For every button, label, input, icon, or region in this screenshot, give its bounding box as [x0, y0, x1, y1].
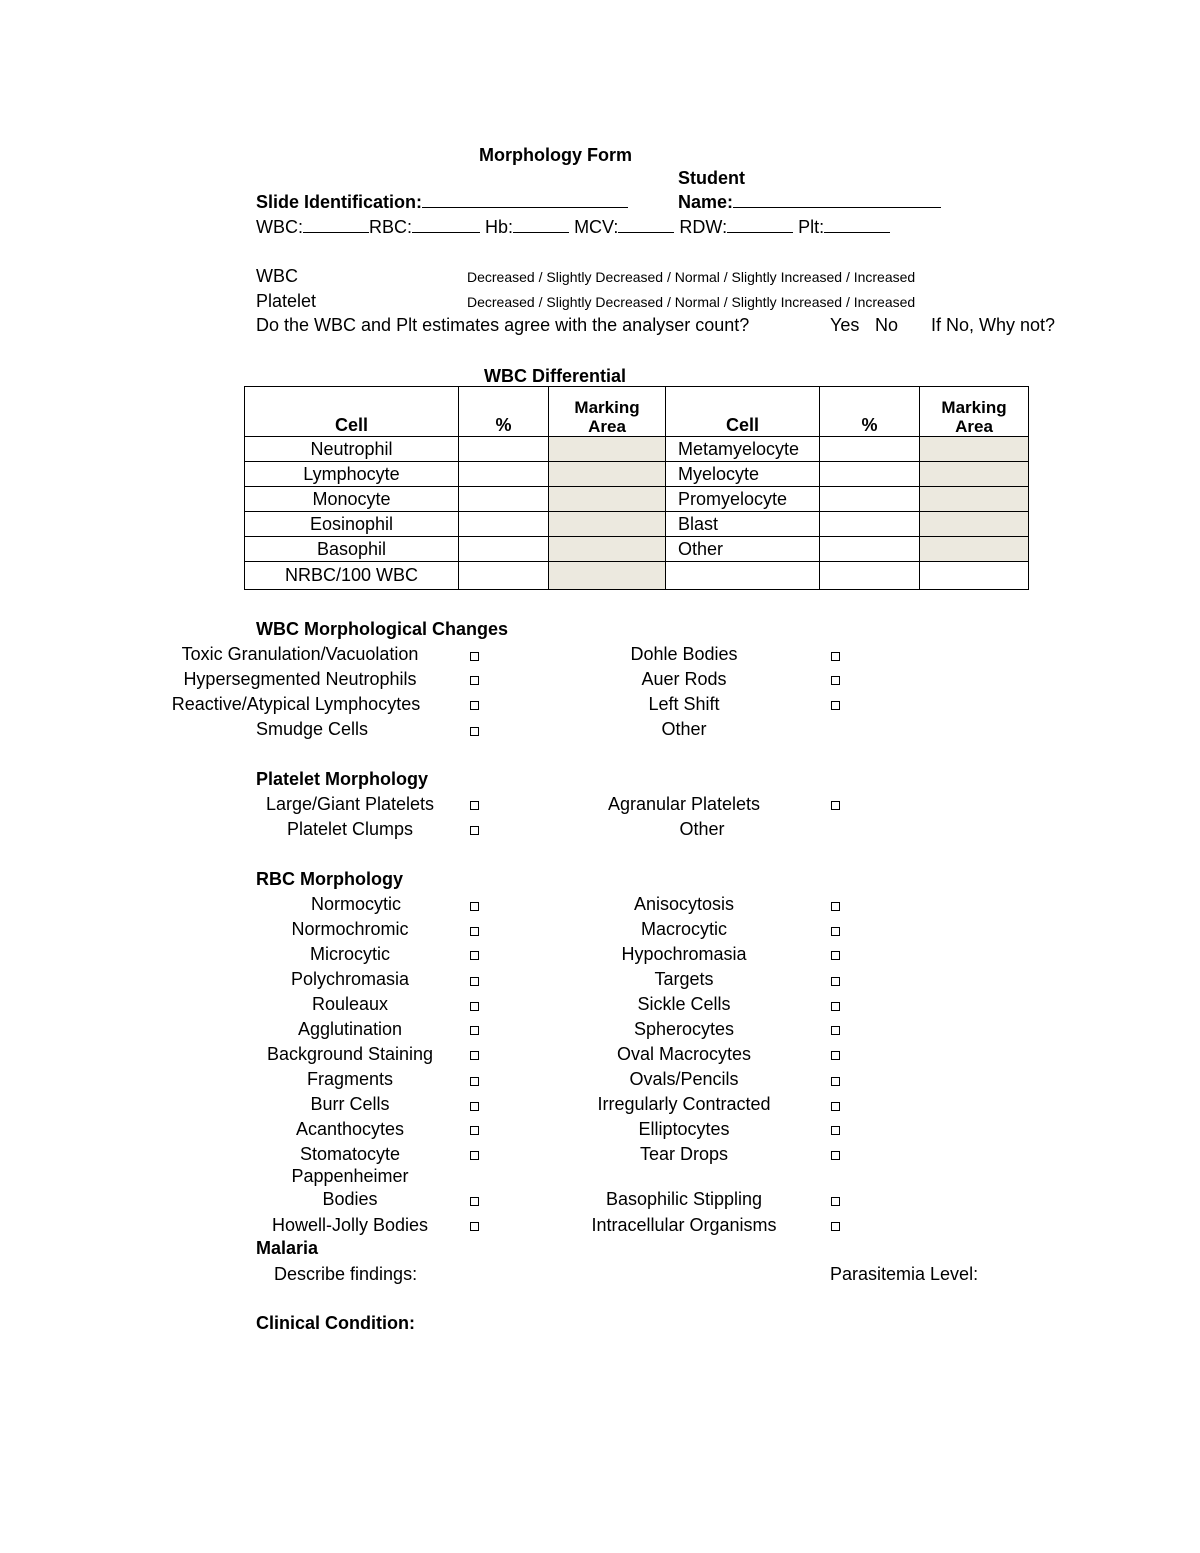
percent-input[interactable] [820, 462, 920, 487]
header-marking-left [549, 387, 666, 437]
differential-header-row [245, 387, 1029, 437]
checkbox[interactable] [470, 652, 479, 661]
cell-name: Basophil [245, 537, 459, 562]
rbc-morph-label: Agglutination [297, 1019, 403, 1039]
cell-name: Neutrophil [245, 437, 459, 462]
marking-area [549, 437, 666, 462]
why-not-label: If No, Why not? [931, 315, 1056, 335]
rbc-morph-label: Basophilic Stippling [605, 1189, 763, 1209]
checkbox[interactable] [831, 652, 840, 661]
platelet-morph-title: Platelet Morphology [256, 769, 429, 789]
rbc-morph-label: Elliptocytes [638, 1119, 730, 1139]
wbc-change-label: Toxic Granulation/Vacuolation [181, 644, 419, 664]
rdw-field[interactable] [727, 215, 793, 233]
hb-label: Hb: [485, 217, 514, 237]
checkbox[interactable] [831, 801, 840, 810]
agree-yes[interactable]: Yes [830, 315, 860, 335]
checkbox[interactable] [831, 1051, 840, 1060]
checkbox[interactable] [831, 1197, 840, 1206]
wbc-count-label: WBC: [256, 217, 303, 237]
rdw-label: RDW: [679, 217, 728, 237]
rbc-morph-label: Howell-Jolly Bodies [271, 1215, 429, 1235]
agree-no[interactable]: No [875, 315, 899, 335]
wbc-change-label: Auer Rods [641, 669, 727, 689]
percent-input[interactable] [459, 437, 549, 462]
cell-name: Promyelocyte [666, 487, 820, 512]
marking-area [549, 512, 666, 537]
rbc-morph-label: Normochromic [291, 919, 409, 939]
platelet-morph-label: Platelet Clumps [286, 819, 414, 839]
header-percent-right: % [820, 387, 920, 437]
cell-name: Blast [666, 512, 820, 537]
marking-area [920, 462, 1029, 487]
marking-area [920, 487, 1029, 512]
table-row [245, 437, 1029, 462]
percent-input[interactable] [459, 562, 549, 590]
cell-name: Monocyte [245, 487, 459, 512]
percent-input[interactable] [820, 487, 920, 512]
rbc-morph-label: Macrocytic [640, 919, 727, 939]
wbc-estimate-label: WBC [256, 266, 298, 286]
clinical-condition-label: Clinical Condition: [256, 1313, 415, 1333]
student-label: Student [678, 168, 745, 188]
percent-input[interactable] [459, 512, 549, 537]
header-cell-right: Cell [666, 387, 820, 437]
checkbox[interactable] [470, 951, 479, 960]
marking-area [549, 462, 666, 487]
rbc-morph-label: Pappenheimer [291, 1166, 409, 1186]
table-row [245, 462, 1029, 487]
wbc-change-label: Reactive/Atypical Lymphocytes [171, 694, 421, 714]
student-name-text: Name: [678, 192, 734, 212]
checkbox[interactable] [470, 727, 479, 736]
slide-id-text: Slide Identification: [256, 192, 423, 212]
wbc-change-label: Dohle Bodies [630, 644, 738, 664]
slide-id-label [256, 190, 628, 212]
percent-input[interactable] [459, 487, 549, 512]
agree-question: Do the WBC and Plt estimates agree with the analyser count? [256, 315, 750, 335]
checkbox[interactable] [831, 1026, 840, 1035]
marking-label-2: Area [588, 417, 626, 436]
student-name [678, 190, 941, 212]
rbc-morph-label: Normocytic [310, 894, 401, 914]
checkbox[interactable] [470, 676, 479, 685]
rbc-morph-label: Acanthocytes [295, 1119, 405, 1139]
hb-field[interactable] [513, 215, 569, 233]
platelet-morph-label: Agranular Platelets [607, 794, 761, 814]
checkbox[interactable] [831, 977, 840, 986]
platelet-estimate-scale[interactable]: Decreased / Slightly Decreased / Normal / Slightly Increased / Increased [467, 294, 916, 310]
percent-input[interactable] [820, 512, 920, 537]
marking-area [920, 512, 1029, 537]
rbc-morph-label: Oval Macrocytes [616, 1044, 752, 1064]
rbc-morph-label: Fragments [306, 1069, 394, 1089]
rbc-morph-label: Microcytic [310, 944, 390, 964]
checkbox[interactable] [831, 1077, 840, 1086]
marking-label-2: Area [955, 417, 993, 436]
checkbox[interactable] [831, 927, 840, 936]
rbc-morph-label: Background Staining [266, 1044, 434, 1064]
header-percent-left: % [459, 387, 549, 437]
marking-area [920, 562, 1029, 590]
rbc-morph-label: Intracellular Organisms [591, 1215, 777, 1235]
student-name-field[interactable] [733, 190, 941, 208]
percent-input[interactable] [820, 562, 920, 590]
page-title: Morphology Form [479, 145, 632, 165]
wbc-change-label: Left Shift [648, 694, 720, 714]
marking-area [549, 537, 666, 562]
cell-name: NRBC/100 WBC [245, 562, 459, 590]
platelet-morph-label: Other [679, 819, 725, 839]
rbc-morph-label: Irregularly Contracted [597, 1094, 771, 1114]
checkbox[interactable] [831, 1002, 840, 1011]
marking-area [549, 487, 666, 512]
marking-area [920, 437, 1029, 462]
differential-title: WBC Differential [484, 366, 627, 386]
checkbox[interactable] [831, 1126, 840, 1135]
checkbox[interactable] [470, 801, 479, 810]
differential-table [244, 386, 1029, 590]
percent-input[interactable] [820, 537, 920, 562]
header-marking-right [920, 387, 1029, 437]
rbc-morph-label: Rouleaux [311, 994, 389, 1014]
wbc-change-label: Other [661, 719, 707, 739]
checkbox[interactable] [470, 1126, 479, 1135]
table-row [245, 562, 1029, 590]
checkbox[interactable] [470, 977, 479, 986]
checkbox[interactable] [831, 1222, 840, 1231]
header-cell-left: Cell [245, 387, 459, 437]
cell-name: Myelocyte [666, 462, 820, 487]
slide-id-field[interactable] [422, 190, 628, 208]
rbc-count-field[interactable] [412, 215, 480, 233]
checkbox[interactable] [470, 701, 479, 710]
rbc-morph-label: Hypochromasia [621, 944, 747, 964]
cell-name: Metamyelocyte [666, 437, 820, 462]
rbc-morph-label: Targets [654, 969, 714, 989]
parasitemia-label: Parasitemia Level: [830, 1264, 979, 1284]
table-row [245, 487, 1029, 512]
checkbox[interactable] [470, 1077, 479, 1086]
marking-label-1: Marking [941, 398, 1007, 417]
checkbox[interactable] [470, 927, 479, 936]
wbc-change-label: Hypersegmented Neutrophils [183, 669, 417, 689]
describe-findings-label: Describe findings: [274, 1264, 418, 1284]
rbc-morph-label: Sickle Cells [637, 994, 731, 1014]
rbc-morph-title: RBC Morphology [256, 869, 403, 889]
marking-label-1: Marking [574, 398, 640, 417]
cell-name: Other [666, 537, 820, 562]
percent-input[interactable] [459, 462, 549, 487]
cell-name: Lymphocyte [245, 462, 459, 487]
checkbox[interactable] [470, 1026, 479, 1035]
rbc-morph-label: Polychromasia [290, 969, 410, 989]
wbc-estimate-scale[interactable]: Decreased / Slightly Decreased / Normal / Slightly Increased / Increased [467, 269, 916, 285]
checkbox[interactable] [470, 1051, 479, 1060]
checkbox[interactable] [470, 1002, 479, 1011]
mcv-label: MCV: [574, 217, 619, 237]
checkbox[interactable] [470, 826, 479, 835]
table-row [245, 512, 1029, 537]
checkbox[interactable] [831, 676, 840, 685]
checkbox[interactable] [470, 1102, 479, 1111]
wbc-change-label: Smudge Cells [256, 719, 369, 739]
checkbox[interactable] [831, 1151, 840, 1160]
marking-area [549, 562, 666, 590]
rbc-morph-label: Burr Cells [310, 1094, 390, 1114]
platelet-morph-label: Large/Giant Platelets [265, 794, 435, 814]
checkbox[interactable] [470, 1222, 479, 1231]
rbc-morph-label: Anisocytosis [633, 894, 735, 914]
malaria-title: Malaria [256, 1238, 319, 1258]
rbc-morph-label: Ovals/Pencils [629, 1069, 739, 1089]
plt-field[interactable] [824, 215, 890, 233]
wbc-changes-title: WBC Morphological Changes [256, 619, 508, 639]
percent-input[interactable] [820, 437, 920, 462]
checkbox[interactable] [831, 902, 840, 911]
cell-name [666, 562, 820, 590]
table-row [245, 537, 1029, 562]
checkbox[interactable] [470, 1197, 479, 1206]
marking-area [920, 537, 1029, 562]
checkbox[interactable] [831, 1102, 840, 1111]
checkbox[interactable] [470, 902, 479, 911]
rbc-morph-label: Bodies [322, 1189, 378, 1209]
counts-row [256, 215, 890, 237]
rbc-morph-label: Spherocytes [633, 1019, 735, 1039]
rbc-morph-label: Tear Drops [639, 1144, 729, 1164]
checkbox[interactable] [831, 951, 840, 960]
percent-input[interactable] [459, 537, 549, 562]
checkbox[interactable] [470, 1151, 479, 1160]
rbc-count-label: RBC: [369, 217, 413, 237]
platelet-estimate-label: Platelet [256, 291, 317, 311]
checkbox[interactable] [831, 701, 840, 710]
cell-name: Eosinophil [245, 512, 459, 537]
mcv-field[interactable] [618, 215, 674, 233]
plt-label: Plt: [798, 217, 825, 237]
wbc-count-field[interactable] [303, 215, 369, 233]
rbc-morph-label: Stomatocyte [299, 1144, 401, 1164]
